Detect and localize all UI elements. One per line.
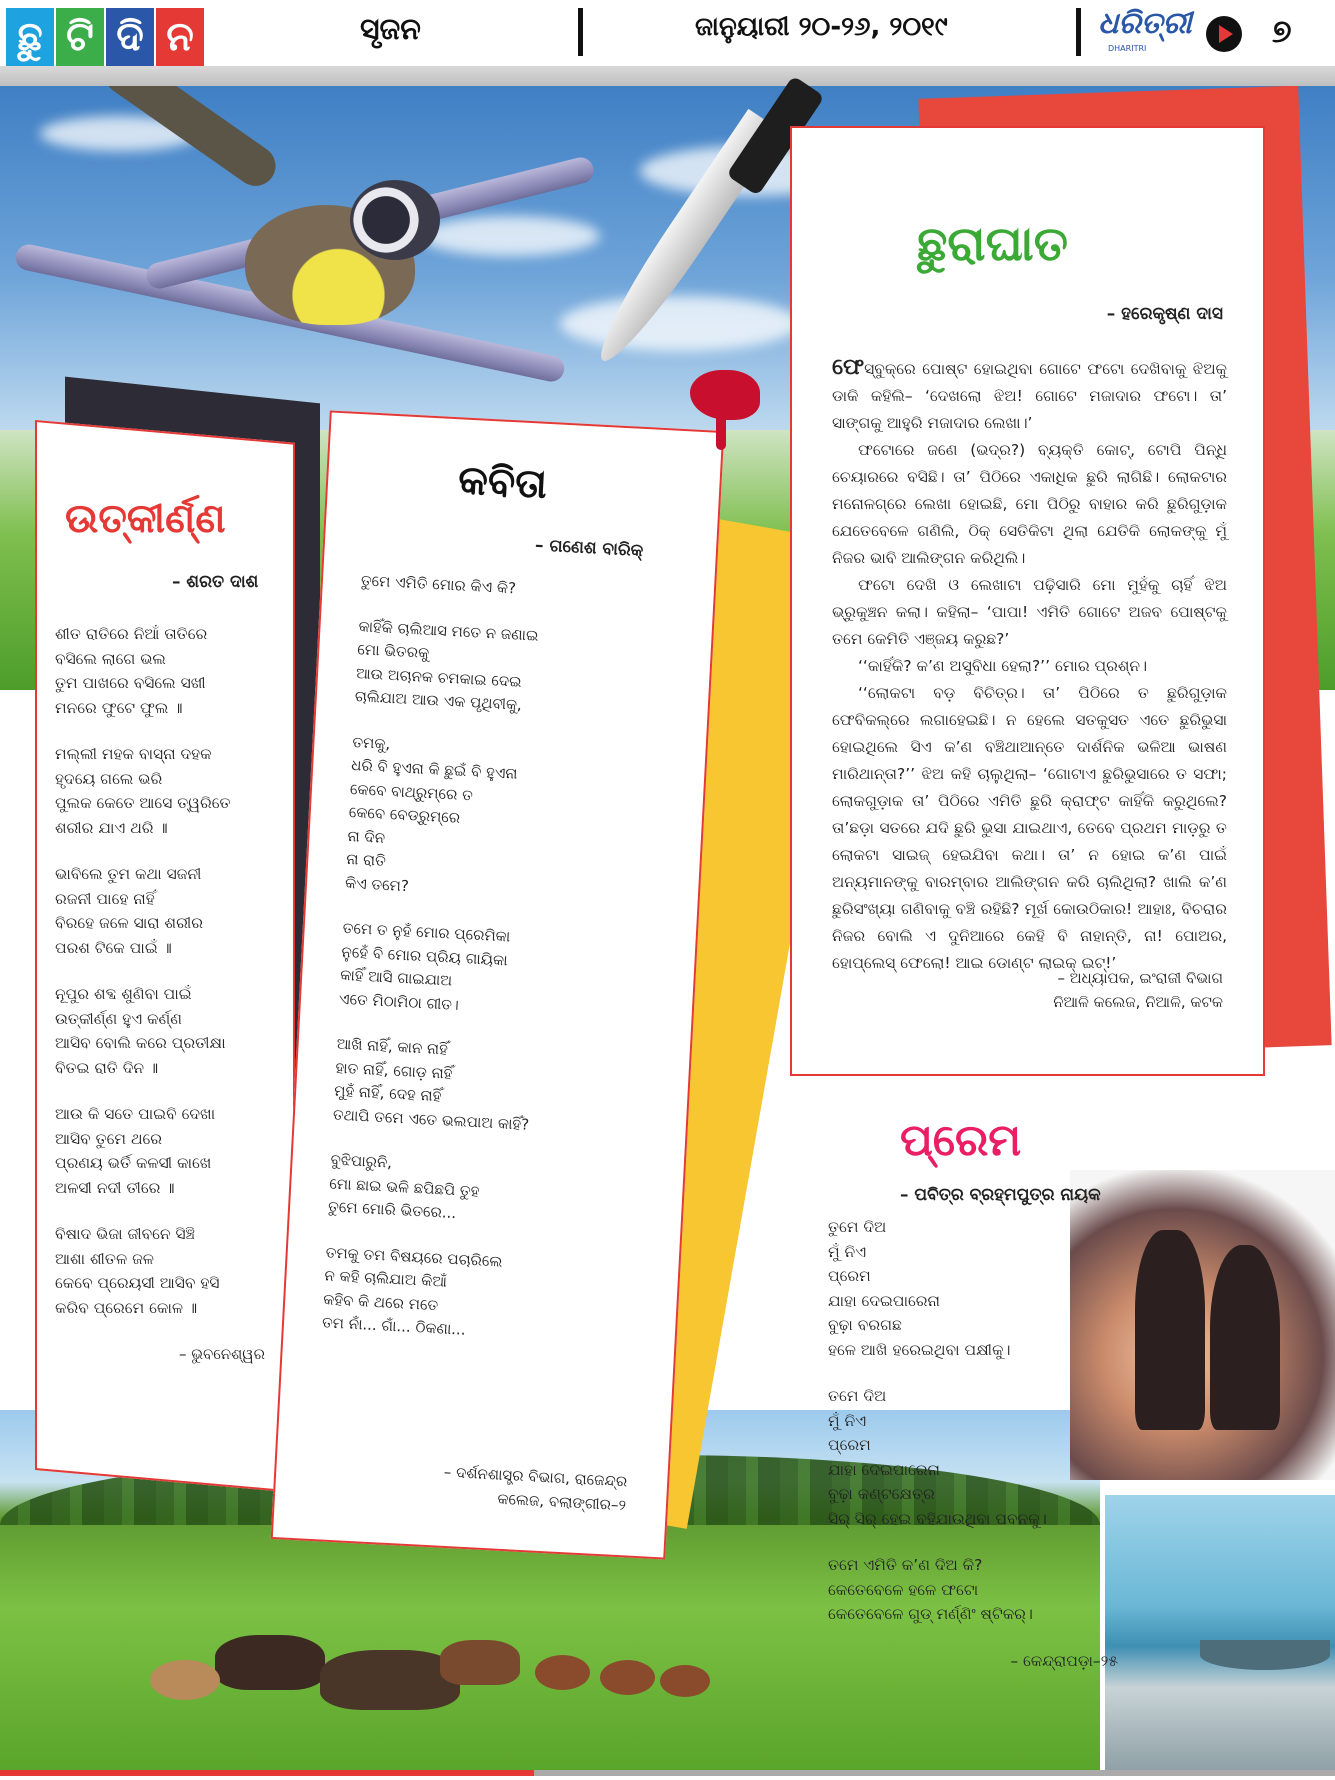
stanza (55, 1222, 285, 1320)
poem-line: ମୁଁ ନିଏ (828, 1411, 867, 1430)
sheep-image (600, 1660, 655, 1695)
poem-line: ତୁମେ ଦିଅ (828, 1218, 887, 1236)
poem-line: ପ୍ରେମ (828, 1436, 871, 1454)
stanza (55, 742, 285, 840)
brand-subtitle: DHARITRI (1108, 44, 1147, 53)
poem-body (55, 622, 285, 1367)
paragraph-text: ସ୍‌ବୁକ୍‌ରେ ପୋଷ୍ଟ ହୋଇଥିବା ଗୋଟେ ଫଟୋ ଦେଖିବାକୁ ଝିଅକୁ ଡାକି କହିଲି– ‘ଦେଖଲୋ ଝିଅ! ଗୋଟେ ମଜାଦାର ଫଟୋ। ତା’ ସାଙ୍ଗକୁ ଆହୁରି ମଜାଦାର ଲେଖା।’ (832, 360, 1227, 432)
bird-head (350, 180, 440, 260)
poem-line: ବସିଲେ ଲାଗେ ଭଲ (55, 649, 166, 668)
poem-line: ପରଶ ଟିକେ ପାଇଁ ॥ (55, 938, 172, 957)
stanza (332, 1033, 666, 1144)
poem-line: ମନରେ ଫୁଟେ ଫୁଲ ॥ (55, 698, 183, 717)
poem-line: ସିର୍ ସିର୍ ହେଇ ବହିଯାଉଥିବା ପବନକୁ। (828, 1509, 1047, 1528)
stanza (828, 1384, 1128, 1531)
issue-date: ଜାନୁୟାରୀ ୨୦-୨୬, ୨୦୧୯ (695, 12, 948, 42)
stanza (828, 1215, 1128, 1362)
poem-line: ତୁମେ ମୋରି ଭିତରେ... (327, 1197, 457, 1223)
poem-line: ତମକୁ ତମ ବିଷୟରେ ପଚାରିଲେ (325, 1242, 503, 1271)
blood-drop (716, 410, 726, 450)
poem-line: ତମେ ଏମିତି କ’ଣ ଦିଅ କି? (828, 1556, 983, 1574)
poem-panel-utkirna (35, 420, 295, 1493)
poem-line: ହଳେ ଆଖି ହରେଇଥିବା ପକ୍ଷୀକୁ। (828, 1340, 1011, 1359)
story-paragraph: ‘‘ଲୋକଟା ବଡ଼ ବିଚିତ୍ର। ତା’ ପିଠିରେ ତ ଛୁରିଗୁଡ଼ାକ ଫେବିକଲ୍‌ରେ ଲଗାହେଇଛି। ନ ହେଲେ ସତକୁସତ ଏତେ ଛୁରିଭୁସା ହୋଇଥିଲେ ସିଏ କ’ଣ ବଞ୍ଚିଥାଆନ୍ତେ ଦାର୍ଶନିକ ଭଳିଆ ଭାଷଣ ମାରିଥାନ୍ତା?’’ ଝିଅ କହି ଚାଲୁଥିଲା– ‘ଗୋଟାଏ ଛୁରିଭୁସାରେ ତ ସଫା; ଲୋକଗୁଡ଼ାକ ତା’ ପିଠିରେ ଏମିତି ଛୁରି କ୍ରାଫ୍ଟ କାହିଁକି କରୁଥିଲେ? ତା’ଛଡ଼ା ସତରେ ଯଦି ଛୁରି ଭୁସା ଯାଇଥାଏ, ତେବେ ପ୍ରଥମ ମାଡ଼ରୁ ତ ଲୋକଟା ସାଇଜ୍ ହେଇଯିବା କଥା। ତା’ ନ ହୋଇ କ’ଣ ପାଇଁ ଅନ୍ୟମାନଙ୍କୁ ବାରମ୍ବାର ଆଲିଙ୍ଗନ କରି ଚାଲିଥିଲା? ଖାଲି କ’ଣ ଛୁରିସଂଖ୍ୟା ଗଣିବାକୁ ବଞ୍ଚି ରହିଛି? ମୂର୍ଖ କୋଉଠିକାର! ଆହାଃ, ବିଚରାର ନିଜର ବୋଲି ଏ ଦୁନିଆରେ କେହି ବି ନାହାନ୍ତି, ନା! ପୋଅର, ହୋପ୍‌ଲେସ୍ ଫେଲୋ! ଆଇ ଡୋଣ୍ଟ ଲାଇକ୍ ଇଟ୍!’ (832, 684, 1227, 972)
poem-title: ପ୍ରେମ (900, 1115, 1022, 1166)
play-icon (1206, 16, 1242, 52)
poem-line: ଉତ୍କୀର୍ଣ୍ଣ ହୁଏ କର୍ଣ୍ଣ (55, 1009, 182, 1028)
poem-line: କହିବ କି ଥରେ ମତେ (322, 1289, 439, 1314)
poem-author: – ଶରତ ଦାଶ (172, 572, 259, 593)
poem-line: ପୁଲକ କେତେ ଆସେ ତ୍ୱରିତେ (55, 794, 231, 813)
poem-line: ଏତେ ମିଠାମିଠା ଗୀତ। (338, 989, 460, 1014)
poem-line: ଧରି ବି ହୁଏନା କି ଛୁଇଁ ବି ହୁଏନା (350, 756, 518, 783)
poem-line: ବିତଇ ରାତି ଦିନ ॥ (55, 1058, 159, 1077)
logo-letter: ନ (156, 8, 204, 66)
silhouette-man (1135, 1230, 1205, 1430)
poem-line: ଆଖି ନାହିଁ, କାନ ନାହିଁ (336, 1034, 449, 1059)
page-number: ୭ (1272, 12, 1292, 50)
poem-body (320, 569, 691, 1374)
stanza (360, 569, 691, 610)
stanza (828, 1553, 1128, 1627)
poem-author: – ପବିତ୍ର ବ୍ରହ୍ମପୁତ୍ର ନାୟକ (900, 1185, 1101, 1205)
cloud (560, 296, 800, 351)
footer-rule (0, 1770, 1335, 1776)
poem-line: ହୃଦୟେ ଗଲେ ଭରି (55, 769, 163, 788)
boat-image (1200, 1640, 1330, 1670)
section-name: ସୃଜନ (360, 12, 421, 47)
stanza (55, 982, 285, 1080)
poem-line: ଆସିବ ତୁମେ ଥରେ (55, 1129, 163, 1148)
poem-line: ବୁଢ଼ା କଣ୍ଟକ୍ଷେତ୍ର (828, 1485, 935, 1503)
poem-line: ଶରୀର ଯାଏ ଥରି ॥ (55, 818, 168, 837)
poem-line: ରଜନୀ ପାହେ ନାହିଁ (55, 889, 155, 908)
stanza (338, 917, 672, 1028)
poem-line: ମଲ୍ଲୀ ମହକ ବାସ୍ନା ଦହକ (55, 745, 212, 764)
story-author: – ହରେକୃଷ୍ଣ ଦାସ (1106, 304, 1223, 324)
logo-letter: ଦି (106, 8, 154, 66)
poem-line: ତମେ ଦିଅ (828, 1387, 887, 1405)
poem-line: କେତେବେଳେ ଗୁଡ୍ ମର୍ଣ୍ଣିଂ ଷ୍ଟିକର୍। (828, 1605, 1033, 1623)
logo-letter: ଟି (56, 8, 104, 66)
brand-logo: ଧରିତ୍ରୀ (1098, 6, 1192, 41)
poem-line: ମୋ ଭିତରକୁ (356, 640, 430, 662)
poem-line: ହାତ ନାହିଁ, ଗୋଡ଼ ନାହିଁ (335, 1058, 453, 1083)
poem-line: ନୁହେଁ ବି ମୋର ପ୍ରିୟ ଗାୟିକା (341, 942, 509, 969)
beach-image (1105, 1495, 1335, 1770)
poem-line: ତମକୁ, (352, 732, 391, 753)
poem-place: – ଭୁବନେଶ୍ୱର (178, 1345, 265, 1364)
poem-line: କିଏ ତମେ? (344, 873, 410, 895)
sheep-image (150, 1660, 220, 1700)
stanza (55, 1102, 285, 1200)
poem-line: ଆସିବ ବୋଲି କରେ ପ୍ରତୀକ୍ଷା (55, 1034, 226, 1053)
stanza (55, 622, 285, 720)
story-paragraph (832, 354, 1227, 437)
poem-line: ନା ଦିନ (347, 826, 386, 847)
poem-affiliation (442, 1460, 628, 1518)
poem-line: ଭାବିଲେ ତୁମ କଥା ସଜନୀ (55, 865, 202, 884)
cow-image (440, 1640, 520, 1685)
poem-line: ନା ରାତି (345, 849, 387, 870)
poem-line: ବିରହେ ଜଳେ ସାରା ଶରୀର (55, 914, 203, 933)
poem-line: କେତେବେଳେ ହଳେ ଫଟୋ (828, 1580, 979, 1599)
poem-line: କାହିଁକି ଚାଲିଆସ ମତେ ନ ଜଣାଇ (358, 616, 539, 645)
poem-line: ନ କହି ଚାଲିଯାଅ କିଆଁ (324, 1266, 448, 1291)
poem-line: ଶୀତ ରାତିରେ ନିଆଁ ତାତିରେ (55, 625, 208, 644)
poem-line: ବୁଢ଼ା ବରଗଛ (828, 1316, 902, 1334)
poem-line: ଯାହା ଦେଇପାରେନା (828, 1460, 940, 1479)
poem-line: କେବେ ବାଥ୍‌ରୁମ୍‌ରେ ତ (349, 779, 474, 804)
poem-line: କାହିଁ ଆସି ଗାଇଯାଅ (339, 965, 453, 990)
poem-line: ତମ ନାଁ... ଗାଁ... ଠିକଣା... (321, 1313, 467, 1339)
logo-letter: ଛୁ (6, 8, 54, 66)
poem-line: ମୁହଁ ନାହିଁ, ଦେହ ନାହିଁ (333, 1081, 442, 1106)
sheep-image (535, 1655, 590, 1690)
poem-panel-kabita (271, 410, 725, 1559)
affiliation-line: କଲେଜ, ବଲାଙ୍ଗୀର–୨ (496, 1489, 627, 1515)
story-body (832, 354, 1227, 977)
poem-line: ପ୍ରେମ (828, 1267, 871, 1285)
stanza (321, 1241, 655, 1352)
poem-line: କେବେ ବେଡ୍‌ରୁମ୍‌ରେ (348, 802, 461, 827)
sheep-image (660, 1665, 710, 1697)
header-divider (1076, 8, 1081, 56)
poem-line: ତଥାପି ତମେ ଏତେ ଭଲପାଅ କାହିଁ? (332, 1105, 530, 1134)
poem-line: ଆଉ କି ସତେ ପାଇବି ଦେଖା (55, 1105, 216, 1124)
poem-line: କେବେ ପ୍ରେୟସୀ ଆସିବ ହସି (55, 1274, 220, 1293)
poem-place: – କେନ୍ଦ୍ରାପଡ଼ା–୨୫ (1010, 1651, 1118, 1670)
poem-line: ମୁଁ ନିଏ (828, 1242, 867, 1261)
header-band (0, 66, 1335, 86)
stanza (354, 615, 688, 726)
story-paragraph: ‘‘କାହିଁକି? କ’ଣ ଅସୁବିଧା ହେଲା?’’ ମୋର ପ୍ରଶ୍ନ। (858, 657, 1148, 675)
poem-line: ତୁମେ ଏମିତି ମୋର କିଏ କି? (360, 571, 517, 598)
poem-line: ଆଉ ଅଚାନକ ଚମକାଇ ଦେଇ (355, 663, 523, 691)
poem-title: ଉତ୍କୀର୍ଣ୍ଣ (65, 496, 226, 543)
poem-line: ତୁମ ପାଖରେ ବସିଲେ ସଖୀ (55, 674, 206, 693)
story-paragraph: ଫଟୋ ଦେଖି ଓ ଲେଖାଟା ପଢ଼ିସାରି ମୋ ମୁହଁକୁ ଚାହିଁ ଝିଅ ଭ୍ରୁକୁଞ୍ଚନ କଲା। କହିଲା– ‘ପାପା! ଏମିତି ଗୋଟେ ଅଜବ ପୋଷ୍ଟକୁ ତମେ କେମିତି ଏଞ୍ଜୟ କରୁଛ?’ (832, 576, 1227, 648)
poem-author: – ଗଣେଶ ବାରିକ୍ (534, 535, 644, 562)
poem-line: ଅଳସୀ ନଦୀ ତୀରେ ॥ (55, 1178, 175, 1197)
poem-line: ଯାହା ଦେଇପାରେନା (828, 1291, 940, 1310)
poem-line: ପ୍ରଣୟ ଭର୍ତି କଳସୀ କାଖେ (55, 1154, 212, 1173)
affiliation-line: – ଦର୍ଶନଶାସ୍ତ୍ର ବିଭାଗ, ରାଜେନ୍ଦ୍ର (443, 1462, 628, 1491)
drop-cap: ଫେ (832, 355, 865, 380)
poem-line: ଚାଲିଯାଅ ଆଉ ଏକ ପୃଥିବୀକୁ, (354, 687, 523, 714)
poem-line: ନୂପୁର ଶବ୍ଦ ଶୁଣିବା ପାଇଁ (55, 985, 192, 1004)
silhouette-woman (1210, 1245, 1280, 1430)
affiliation-line: – ଅଧ୍ୟାପକ, ଇଂରାଜୀ ବିଭାଗ (1057, 969, 1223, 987)
poem-line: ତମେ ତ ନୁହଁ ମୋର ପ୍ରେମିକା (342, 918, 511, 946)
story-affiliation (1053, 966, 1223, 1014)
cow-image (215, 1635, 325, 1690)
poem-line: ବିଷାଦ ଭିଜା ଜୀବନେ ସିଞ୍ଚି (55, 1225, 195, 1244)
stanza (328, 1149, 661, 1237)
stanza (55, 862, 285, 960)
page-header (0, 0, 1335, 70)
header-divider (578, 8, 583, 56)
poem-line: ମୋ ଛାଇ ଭଳି ଛପିଛପି ତୁହ (328, 1173, 480, 1200)
affiliation-line: ନିଆଳି କଲେଜ, ନିଆଳି, କଟକ (1053, 993, 1223, 1011)
poem-body (828, 1215, 1128, 1673)
poem-line: ବୁଝିପାରୁନି, (330, 1150, 393, 1172)
cloud (420, 216, 600, 256)
story-title: ଛୁରାଘାତ (917, 216, 1068, 272)
stanza (345, 731, 683, 913)
poem-line: କରିବ ପ୍ରେମେ କୋଳ ॥ (55, 1298, 198, 1317)
cow-image (320, 1650, 460, 1710)
story-panel (790, 126, 1265, 1076)
poem-title: କବିତା (457, 457, 549, 508)
story-paragraph: ଫଟୋରେ ଜଣେ (ଭଦ୍ର?) ବ୍ୟକ୍ତି କୋଟ୍, ଟୋପି ପିନ୍ଧି ଚେୟାରରେ ବସିଛି। ତା’ ପିଠିରେ ଏକାଧିକ ଛୁରି ଲାଗିଛି। ଲୋକଟାର ମନୋଳଗ୍‌ରେ ଲେଖା ହୋଇଛି, ମୋ ପିଠିରୁ ବାହାର କରି ଛୁରିଗୁଡ଼ାକ ଯେତେବେଳେ ଗଣିଲି, ଠିକ୍ ସେତିକିଟା ଥିଲା ଯେତିକି ଲୋକଙ୍କୁ ମୁଁ ନିଜର ଭାବି ଆଲିଙ୍ଗନ କରିଥିଲି। (832, 441, 1227, 567)
poem-line: ଆଶା ଶୀତଳ ଜଳ (55, 1249, 154, 1268)
